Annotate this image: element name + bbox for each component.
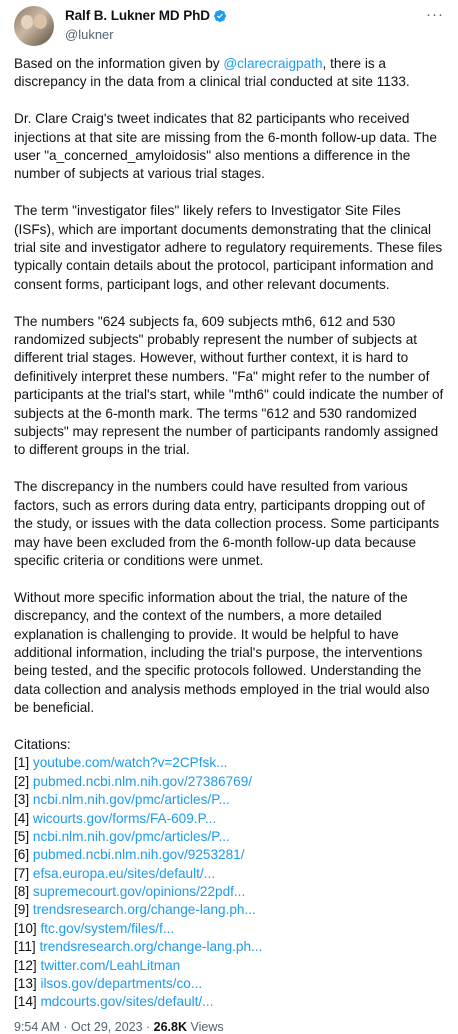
citations bbox=[14, 736, 444, 1012]
paragraph-5: The discrepancy in the numbers could have resulted from various factors, such as errors during data entry, participants dropping out of the study, or issues with the data collection process. Some participants may have been excluded from the 6-month follow-up data because specific criteria or conditions were unmet. bbox=[14, 479, 440, 568]
citation-link[interactable]: trendsresearch.org/change-lang.ph... bbox=[32, 902, 256, 918]
citation-link[interactable]: ilsos.gov/departments/co... bbox=[40, 976, 203, 992]
citation-link[interactable]: pubmed.ncbi.nlm.nih.gov/27386769/ bbox=[32, 773, 253, 789]
paragraph-6: Without more specific information about the trial, the nature of the discrepancy, and the context of the numbers, a more detailed explanation is challenging to provide. It would be helpful to have additional information, including the trial's purpose, the interventions being tested, and the specific protocols followed. Understanding the data collection and analysis methods employed in the trial would also be beneficial. bbox=[14, 589, 430, 716]
citation-link[interactable]: efsa.europa.eu/sites/default/... bbox=[32, 865, 216, 881]
citation-number: [14] bbox=[14, 994, 41, 1010]
citation-item bbox=[14, 993, 444, 1011]
citation-number: [10] bbox=[14, 920, 41, 936]
author-ids bbox=[65, 7, 227, 42]
more-dots-icon[interactable]: ··· bbox=[426, 6, 444, 23]
citation-item bbox=[14, 938, 444, 956]
tweet-header bbox=[14, 0, 444, 48]
paragraph-2: Dr. Clare Craig's tweet indicates that 82 participants who received injections at that site are missing from the 6-month follow-up data. The user "a_concerned_amyloidosis" also mentions a difference in the number of subjects at various trial stages. bbox=[14, 111, 437, 182]
citation-link[interactable]: ncbi.nlm.nih.gov/pmc/articles/P... bbox=[32, 792, 230, 808]
citation-number: [11] bbox=[14, 939, 40, 955]
citation-number: [4] bbox=[14, 810, 33, 826]
citation-item bbox=[14, 791, 444, 809]
citation-item bbox=[14, 846, 444, 864]
citation-link[interactable]: wicourts.gov/forms/FA-609.P... bbox=[32, 810, 217, 826]
citation-number: [7] bbox=[14, 865, 33, 881]
citation-link[interactable]: twitter.com/LeahLitman bbox=[40, 957, 181, 973]
p1-text-before: Based on the information given by bbox=[14, 56, 224, 71]
citation-item bbox=[14, 920, 444, 938]
citation-link[interactable]: ncbi.nlm.nih.gov/pmc/articles/P... bbox=[32, 828, 230, 844]
citation-number: [6] bbox=[14, 847, 33, 863]
paragraph-1 bbox=[14, 55, 444, 92]
citation-link[interactable]: youtube.com/watch?v=2CPfsk... bbox=[32, 755, 228, 771]
citation-link[interactable]: mdcourts.gov/sites/default/... bbox=[40, 994, 214, 1010]
citation-item bbox=[14, 773, 444, 791]
views-count: 26.8K bbox=[153, 1019, 188, 1034]
citation-item bbox=[14, 810, 444, 828]
citation-number: [12] bbox=[14, 957, 41, 973]
tweet-body bbox=[14, 55, 444, 1012]
views-label: Views bbox=[187, 1019, 224, 1034]
citation-item bbox=[14, 865, 444, 883]
author-name[interactable]: Ralf B. Lukner MD PhD bbox=[65, 8, 210, 23]
verified-badge-icon bbox=[213, 9, 227, 23]
citation-number: [9] bbox=[14, 902, 33, 918]
paragraph-4: The numbers "624 subjects fa, 609 subjects mth6, 612 and 530 randomized subjects" probably represent the number of subjects at different trial stages. However, without further context, it is hard to definitively interpret these numbers. "Fa" might refer to the number of participants at the trial's start, while "mth6" could indicate the number of subjects at the 6-month mark. The terms "612 and 530 randomized subjects" may represent the number of participants randomly assigned to different groups in the trial. bbox=[14, 313, 444, 458]
citation-item bbox=[14, 828, 444, 846]
citation-link[interactable]: pubmed.ncbi.nlm.nih.gov/9253281/ bbox=[32, 847, 245, 863]
citation-item bbox=[14, 883, 444, 901]
citation-item bbox=[14, 975, 444, 993]
paragraph-3: The term "investigator files" likely refers to Investigator Site Files (ISFs), which are important documents demonstrating that the clinical trial site and investigator adhere to regulatory requirements. These files typically contain details about the protocol, participant information and consent forms, participant logs, and other relevant documents. bbox=[14, 203, 443, 292]
tweet-meta bbox=[14, 1020, 444, 1034]
citation-link[interactable]: ftc.gov/system/files/f... bbox=[40, 920, 175, 936]
mention-link[interactable]: @clarecraigpath bbox=[223, 56, 323, 71]
p1-text-after: , there is a discrepancy in the data from a clinical trial conducted at site 1133. bbox=[14, 56, 410, 90]
timestamp[interactable]: 9:54 AM · Oct 29, 2023 · bbox=[14, 1019, 154, 1034]
avatar[interactable] bbox=[14, 6, 54, 46]
citation-number: [1] bbox=[14, 755, 33, 771]
citation-link[interactable]: trendsresearch.org/change-lang.ph... bbox=[39, 939, 263, 955]
citation-item bbox=[14, 754, 444, 772]
citation-item bbox=[14, 901, 444, 919]
citation-number: [3] bbox=[14, 792, 33, 808]
citation-number: [13] bbox=[14, 976, 41, 992]
citation-item bbox=[14, 957, 444, 975]
citation-number: [8] bbox=[14, 884, 33, 900]
citations-heading: Citations: bbox=[14, 736, 71, 752]
citation-number: [5] bbox=[14, 828, 33, 844]
name-row bbox=[65, 7, 227, 24]
citation-number: [2] bbox=[14, 773, 33, 789]
citation-link[interactable]: supremecourt.gov/opinions/22pdf... bbox=[32, 884, 246, 900]
author-handle[interactable]: @lukner bbox=[65, 27, 114, 42]
